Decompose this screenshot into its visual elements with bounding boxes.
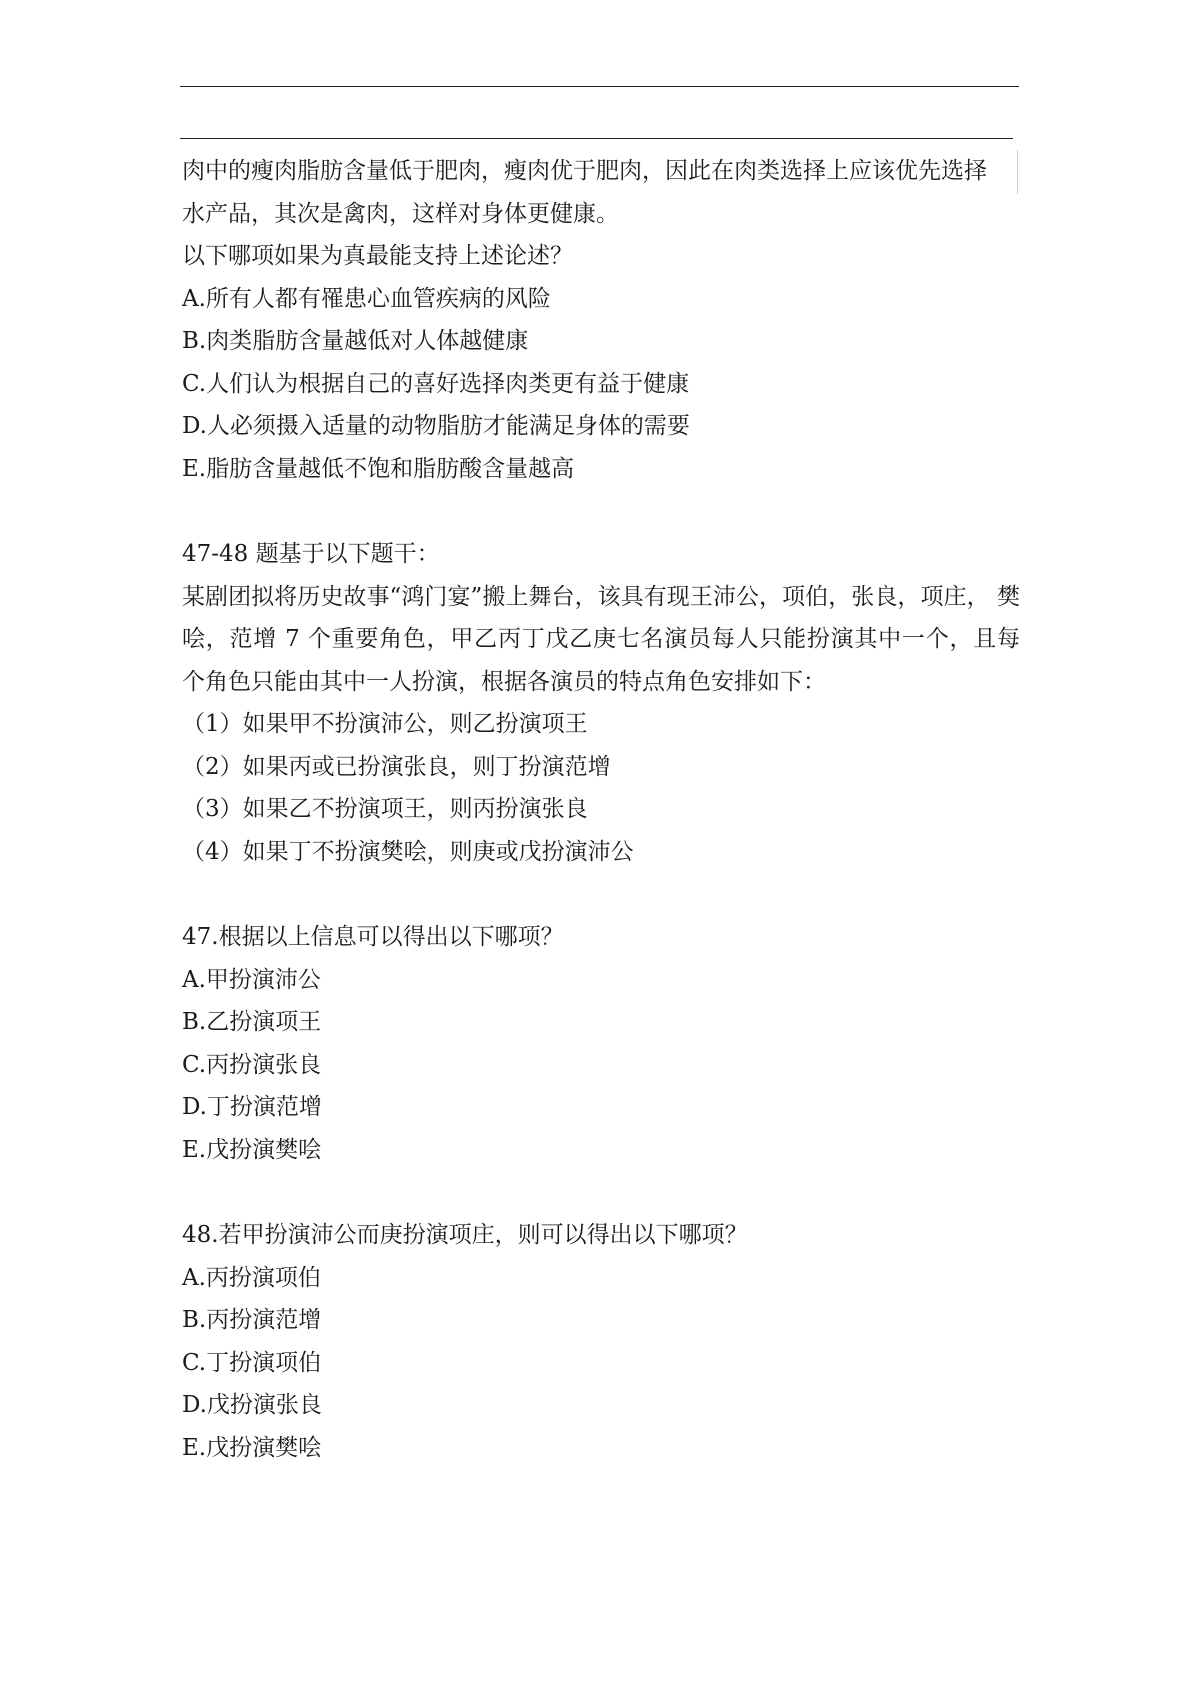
passage-option-e: E.脂肪含量越低不饱和脂肪酸含量越高 [182, 455, 575, 482]
passage-line-1: 肉中的瘦肉脂肪含量低于肥肉，瘦肉优于肥肉，因此在肉类选择上应该优先选择 [182, 158, 987, 184]
condition-4: （4）如果丁不扮演樊哙，则庚或戊扮演沛公 [182, 838, 634, 865]
question-48-block [182, 1214, 1020, 1469]
passage-line-2: 水产品，其次是禽肉，这样对身体更健康。 [182, 200, 619, 227]
q47-option-b: B.乙扮演项王 [182, 1009, 322, 1035]
spacer [182, 1171, 1020, 1214]
q48-option-d: D.戊扮演张良 [182, 1392, 322, 1418]
question-47-block [182, 916, 1020, 1171]
q47-option-e: E.戊扮演樊哙 [182, 1136, 322, 1163]
spacer [182, 873, 1020, 916]
q48-option-b: B.丙扮演范增 [182, 1307, 322, 1333]
spacer [182, 490, 1020, 533]
passage-option-a: A.所有人都有罹患心血管疾病的风险 [182, 285, 551, 312]
passage-option-c: C.人们认为根据自己的喜好选择肉类更有益于健康 [182, 370, 690, 397]
condition-3: （3）如果乙不扮演项王，则丙扮演张良 [182, 796, 588, 822]
q47-option-c: C.丙扮演张良 [182, 1051, 322, 1078]
group-stem-block [182, 533, 1020, 873]
stem-line-1: 某剧团拟将历史故事“鸿门宴”搬上舞台，该具有现王沛公，项伯，张良，项庄， 樊 [182, 583, 1020, 610]
q48-option-e: E.戊扮演樊哙 [182, 1434, 322, 1461]
header-rule-top [180, 86, 1019, 87]
q48-option-c: C.丁扮演项伯 [182, 1349, 322, 1376]
condition-2: （2）如果丙或已扮演张良，则丁扮演范增 [182, 753, 611, 780]
stem-line-3: 个角色只能由其中一人扮演，根据各演员的特点角色安排如下： [182, 668, 826, 695]
q48-option-a: A.丙扮演项伯 [182, 1264, 321, 1291]
q47-question: 47.根据以上信息可以得出以下哪项？ [182, 924, 564, 950]
passage-block [182, 150, 1020, 490]
q48-question: 48.若甲扮演沛公而庚扮演项庄，则可以得出以下哪项？ [182, 1222, 748, 1248]
condition-1: （1）如果甲不扮演沛公，则乙扮演项王 [182, 711, 588, 737]
document-body [182, 150, 1020, 1469]
q47-option-a: A.甲扮演沛公 [182, 966, 321, 993]
stem-line-2: 哙，范增 7 个重要角色，甲乙丙丁戊乙庚七名演员每人只能扮演其中一个，且每 [182, 626, 1020, 652]
q47-option-d: D.丁扮演范增 [182, 1094, 322, 1120]
group-heading: 47-48 题基于以下题干： [182, 541, 440, 567]
passage-option-b: B.肉类脂肪含量越低对人体越健康 [182, 328, 529, 354]
passage-option-d: D.人必须摄入适量的动物脂肪才能满足身体的需要 [182, 413, 690, 439]
header-rule-bottom [180, 138, 1013, 139]
passage-question: 以下哪项如果为真最能支持上述论述？ [182, 243, 573, 269]
